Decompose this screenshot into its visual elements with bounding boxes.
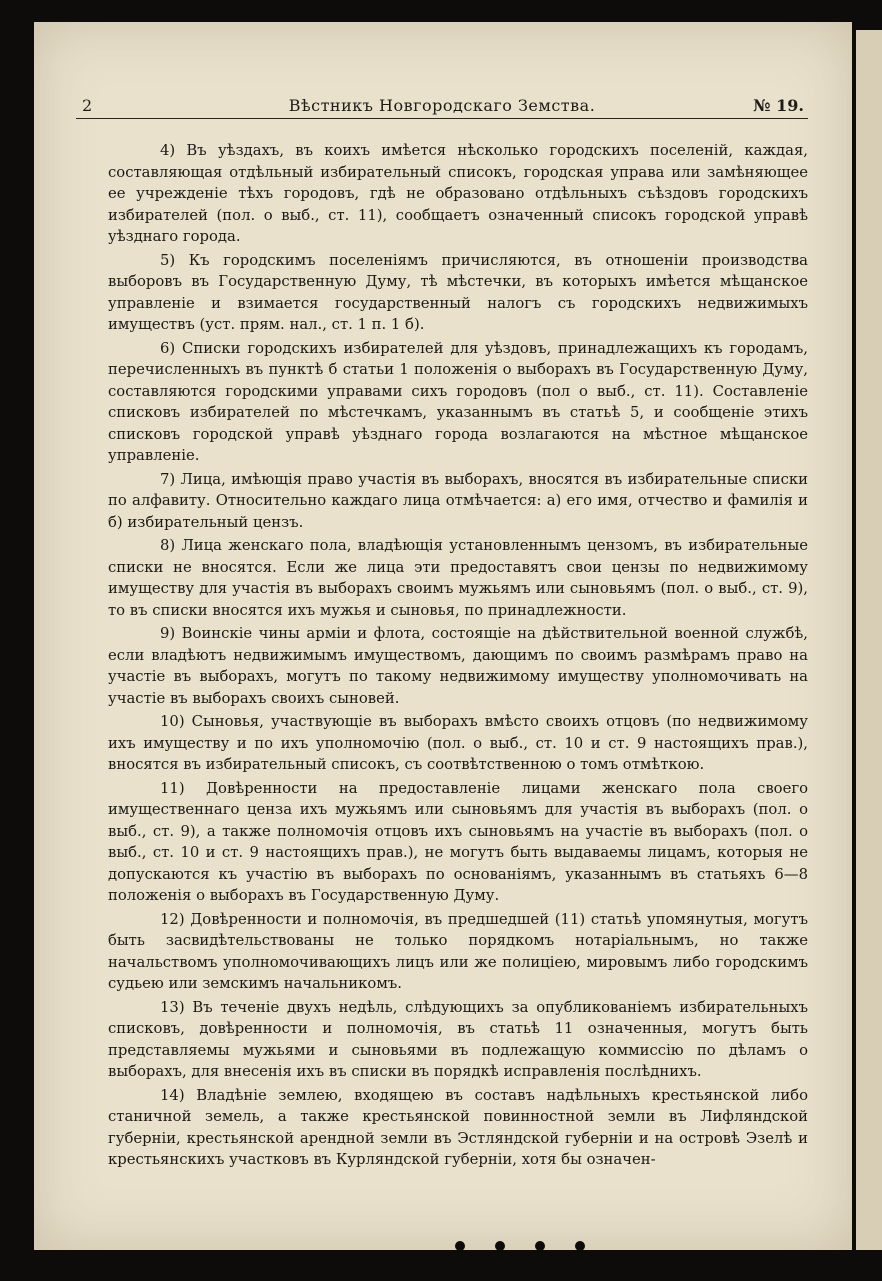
paragraph-5: 5) Къ городскимъ поселеніямъ причисляются, въ отношеніи производства выборовъ въ Государственную Думу, тѣ мѣстечки, въ которыхъ имѣется мѣщанское управленіе и взимается государственный налогъ съ городскихъ недвижимыхъ имуществъ (уст. прям. нал., ст. 1 п. 1 б). — [108, 251, 808, 333]
paragraph-6: 6) Списки городскихъ избирателей для уѣздовъ, принадлежащихъ къ городамъ, перечисленныхъ въ пунктѣ б статьи 1 положенія о выборахъ въ Государственную Думу, составляются городскими управами сихъ городовъ (пол о выб., ст. 11). Составленіе списковъ избирателей по мѣстечкамъ, указаннымъ въ статьѣ 5, и сообщеніе этихъ списковъ городской управѣ уѣзднаго города возлагаются на мѣстное мѣщанское управленіе. — [108, 339, 808, 464]
issue-number: № 19. — [753, 96, 804, 115]
page-header — [76, 96, 808, 119]
paragraph-14: 14) Владѣніе землею, входящею въ составъ надѣльныхъ крестьянской либо станичной земель, а также крестьянской повинностной земли въ Лифляндской губерніи, крестьянской арендной земли въ Эстляндской губерніи и на островѣ Эзелѣ и крестьянскихъ участковъ въ Курляндской губерніи, хотя бы означен- — [108, 1086, 808, 1168]
binding-holes — [440, 1240, 640, 1252]
paragraph-4: 4) Въ уѣздахъ, въ коихъ имѣется нѣсколько городскихъ поселеній, каждая, составляющая отдѣльный избирательный списокъ, городская управа или замѣняющее ее учрежденіе тѣхъ городовъ, гдѣ не образовано отдѣльныхъ съѣздовъ городскихъ избирателей (пол. о выб., ст. 11), сообщаетъ означенный списокъ городской управѣ уѣзднаго города. — [108, 142, 808, 245]
article-body — [108, 140, 808, 1171]
page-number: 2 — [82, 96, 93, 115]
paragraph-12: 12) Довѣренности и полномочія, въ предшедшей (11) статьѣ упомянутыя, могутъ быть засвидѣтельствованы не только порядкомъ нотаріальнымъ, но также начальствомъ уполномочивающихъ лицъ или же полиціею, мировымъ либо городскимъ судьею или земскимъ начальникомъ. — [108, 910, 808, 992]
paragraph-9: 9) Воинскіе чины арміи и флота, состоящіе на дѣйствительной военной службѣ, если владѣютъ недвижимымъ имуществомъ, дающимъ по своимъ размѣрамъ право на участіе въ выборахъ, могутъ по такому недвижимому имуществу уполномочивать на участіе въ выборахъ своихъ сыновей. — [108, 625, 808, 707]
paragraph-10: 10) Сыновья, участвующіе въ выборахъ вмѣсто своихъ отцовъ (по недвижимому ихъ имуществу и по ихъ уполномочію (пол. о выб., ст. 10 и ст. 9 настоящихъ прав.), вносятся въ избирательный списокъ, съ соотвѣтственною о томъ отмѣткою. — [108, 713, 808, 773]
paragraph-8: 8) Лица женскаго пола, владѣющія установленнымъ цензомъ, въ избирательные списки не вносятся. Если же лица эти предоставятъ свои цензы по недвижимому имуществу для участія въ выборахъ своимъ мужьямъ или сыновьямъ (пол. о выб., ст. 9), то въ списки вносятся ихъ мужья и сыновья, по принадлежности. — [108, 537, 808, 619]
paragraph-7: 7) Лица, имѣющія право участія въ выборахъ, вносятся въ избирательные списки по алфавиту. Относительно каждаго лица отмѣчается: а) его имя, отчество и фамилія и б) избирательный цензъ. — [108, 470, 808, 531]
paragraph-13: 13) Въ теченіе двухъ недѣль, слѣдующихъ за опубликованіемъ избирательныхъ списковъ, довѣренности и полномочія, въ статьѣ 11 означенныя, могутъ быть представляемы мужьями и сыновьями въ подлежащую коммиссію по дѣламъ о выборахъ, для внесенія ихъ въ списки въ порядкѣ исправленія послѣднихъ. — [108, 998, 808, 1080]
journal-title: Вѣстникъ Новгородскаго Земства. — [288, 96, 596, 115]
adjacent-page-edge — [856, 30, 882, 1250]
paragraph-11: 11) Довѣренности на предоставленіе лицами женскаго пола своего имущественнаго ценза ихъ мужьямъ или сыновьямъ для участія въ выборахъ (пол. о выб., ст. 9), а также полномочія отцовъ ихъ сыновьямъ на участіе въ выборахъ (пол. о выб., ст. 10 и ст. 9 настоящихъ прав.), не могутъ быть выдаваемы лицамъ, которыя не допускаются къ участію въ выборахъ по основаніямъ, указаннымъ въ статьяхъ 6—8 положенія о выборахъ въ Государственную Думу. — [108, 779, 808, 904]
